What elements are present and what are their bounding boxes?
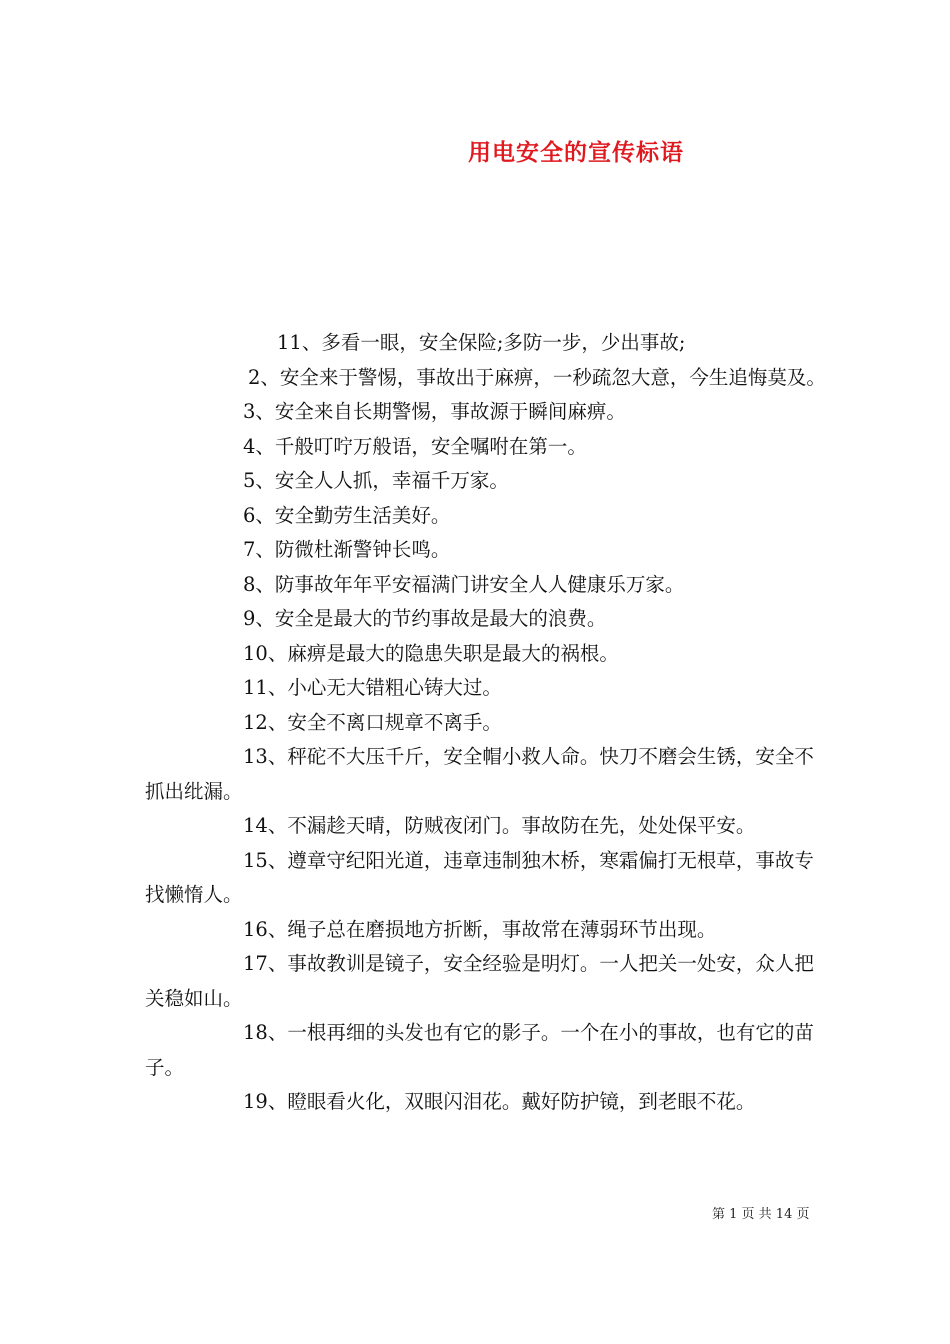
document-title: 用电安全的宣传标语 xyxy=(468,139,684,166)
slogan-paragraph: 5、安全人人抓，幸福千万家。 xyxy=(243,469,509,492)
slogan-paragraph: 11、多看一眼，安全保险;多防一步，少出事故; xyxy=(277,331,686,354)
slogan-paragraph: 2、安全来于警惕，事故出于麻痹，一秒疏忽大意，今生追悔莫及。 xyxy=(248,365,826,389)
slogan-paragraph: 15、遵章守纪阳光道，违章违制独木桥，寒霜偏打无根草，事故专找懒惰人。 xyxy=(145,848,814,906)
slogan-paragraph: 8、防事故年年平安福满门讲安全人人健康乐万家。 xyxy=(243,572,685,596)
slogan-paragraph: 9、安全是最大的节约事故是最大的浪费。 xyxy=(243,607,607,630)
slogan-paragraph: 16、绳子总在磨损地方折断，事故常在薄弱环节出现。 xyxy=(243,917,717,941)
slogan-paragraph: 3、安全来自长期警惕，事故源于瞬间麻痹。 xyxy=(243,400,626,423)
slogan-paragraph: 10、麻痹是最大的隐患失职是最大的祸根。 xyxy=(243,641,619,665)
document-body xyxy=(145,326,830,1120)
slogan-paragraph: 19、瞪眼看火化，双眼闪泪花。戴好防护镜，到老眼不花。 xyxy=(243,1090,756,1113)
page-number-footer: 第 1 页 共 14 页 xyxy=(712,1207,810,1222)
slogan-paragraph: 12、安全不离口规章不离手。 xyxy=(243,710,502,734)
slogan-paragraph: 6、安全勤劳生活美好。 xyxy=(243,503,451,527)
slogan-paragraph: 7、防微杜渐警钟长鸣。 xyxy=(243,538,451,561)
slogan-paragraph: 13、秤砣不大压千斤，安全帽小救人命。快刀不磨会生锈，安全不抓出纰漏。 xyxy=(145,745,814,803)
slogan-paragraph: 4、千般叮咛万般语，安全嘱咐在第一。 xyxy=(243,434,587,458)
slogan-paragraph: 11、小心无大错粗心铸大过。 xyxy=(243,676,502,699)
slogan-paragraph: 14、不漏趁天晴，防贼夜闭门。事故防在先，处处保平安。 xyxy=(243,814,756,837)
slogan-paragraph: 18、一根再细的头发也有它的影子。一个在小的事故，也有它的苗子。 xyxy=(145,1021,814,1079)
slogan-paragraph: 17、事故教训是镜子，安全经验是明灯。一人把关一处安，众人把关稳如山。 xyxy=(145,952,814,1010)
